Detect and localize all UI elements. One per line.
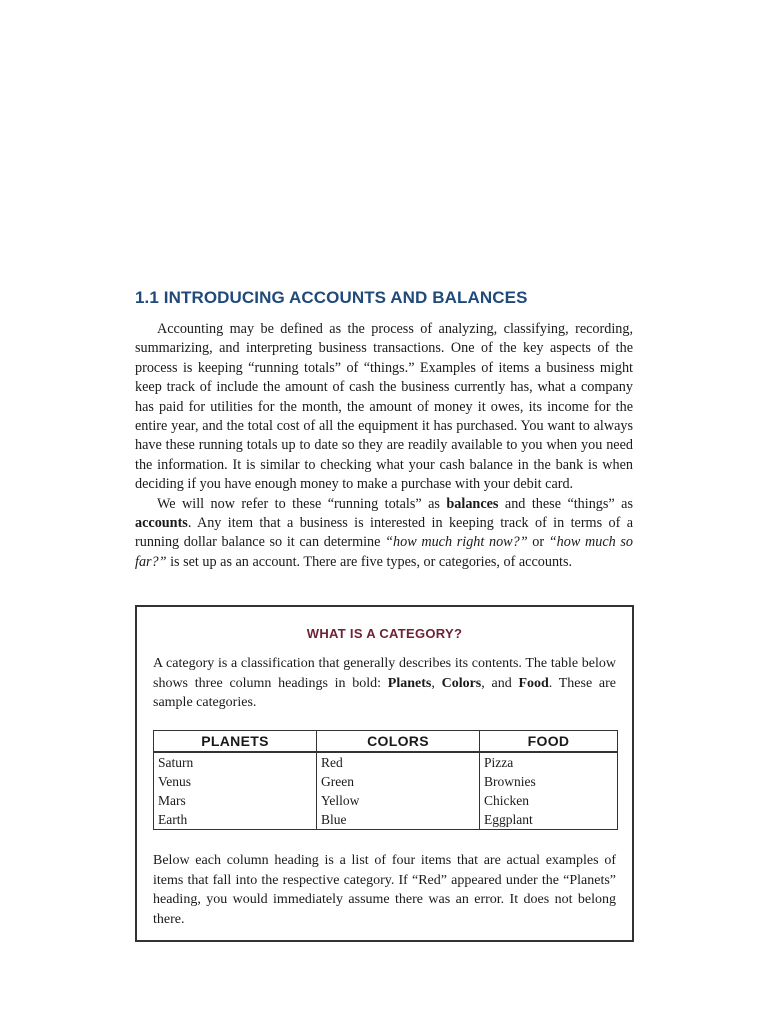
table-cell: Earth: [154, 810, 317, 830]
term-colors: Colors: [441, 675, 482, 691]
section-content: [135, 288, 633, 572]
section-heading: 1.1 INTRODUCING ACCOUNTS AND BALANCES: [135, 288, 528, 307]
table-cell: Red: [317, 752, 480, 772]
table-cell: Brownies: [480, 772, 618, 791]
term-accounts: accounts: [135, 515, 188, 532]
para2-text-2: and these “things” as: [498, 495, 633, 512]
paragraph-accounting-definition: Accounting may be defined as the process of analyzing, classifying, recording, summarizing, and interpreting business transactions. One of the key aspects of the process is keeping “running totals” of “things.” Examples of items a business might keep track of include the amount of cash the business currently has, what a company has paid for utilities for the month, the amount of money it owes, its income for the entire year, and the total cost of all the equipment it has purchased. You want to always have these running totals up to date so they are readily available to you when you need the information. It is similar to checking what your cash balance in the bank is when deciding if you have enough money to make a purchase with your debit card.: [135, 321, 633, 493]
table-cell: Green: [317, 772, 480, 791]
category-callout-box: [135, 605, 634, 942]
table-cell: Saturn: [154, 752, 317, 772]
phrase-how-much-right-now: “how much right now?”: [385, 534, 528, 551]
table-cell: Pizza: [480, 752, 618, 772]
category-table: [153, 730, 618, 830]
term-planets: Planets: [387, 675, 432, 691]
header-colors: COLORS: [317, 731, 480, 753]
callout-intro: [153, 654, 616, 713]
para2-text-4: or: [527, 534, 549, 551]
callout-outro: Below each column heading is a list of four items that are actual examples of items that fall into the respective category. If “Red” appeared under the “Planets” heading, you would immediately assume there was an error. It does not belong there.: [153, 853, 616, 927]
table-cell: Mars: [154, 791, 317, 810]
table-row: [154, 772, 618, 791]
table-cell: Eggplant: [480, 810, 618, 830]
table-header-row: [154, 731, 618, 753]
intro-text-2: . These are sample categories.: [153, 675, 617, 710]
intro-text-1: A category is a classification that generally describes its contents. The table below shows three column headings in bold:: [153, 656, 616, 691]
term-balances: balances: [446, 495, 499, 512]
table-cell: Blue: [317, 810, 480, 830]
header-planets: PLANETS: [154, 731, 317, 753]
table-cell: Yellow: [317, 791, 480, 810]
term-food: Food: [518, 675, 549, 691]
para2-text-3: . Any item that a business is interested in keeping track of in terms of a running dollar balance so it can determine: [135, 515, 633, 551]
table-row: [154, 810, 618, 830]
callout-title: WHAT IS A CATEGORY?: [306, 626, 463, 641]
table-row: [154, 791, 618, 810]
paragraph-balances-accounts: [135, 495, 633, 573]
para2-text-5: is set up as an account. There are five types, or categories, of accounts.: [166, 553, 573, 570]
intro-sep-1: ,: [431, 675, 442, 691]
table-row: [154, 752, 618, 772]
intro-sep-2: , and: [481, 675, 519, 691]
para2-text-1: We will now refer to these “running totals” as: [157, 495, 447, 512]
phrase-how-much-so-far: “how much so far?”: [135, 534, 633, 570]
table-cell: Venus: [154, 772, 317, 791]
table-cell: Chicken: [480, 791, 618, 810]
header-food: FOOD: [480, 731, 618, 753]
